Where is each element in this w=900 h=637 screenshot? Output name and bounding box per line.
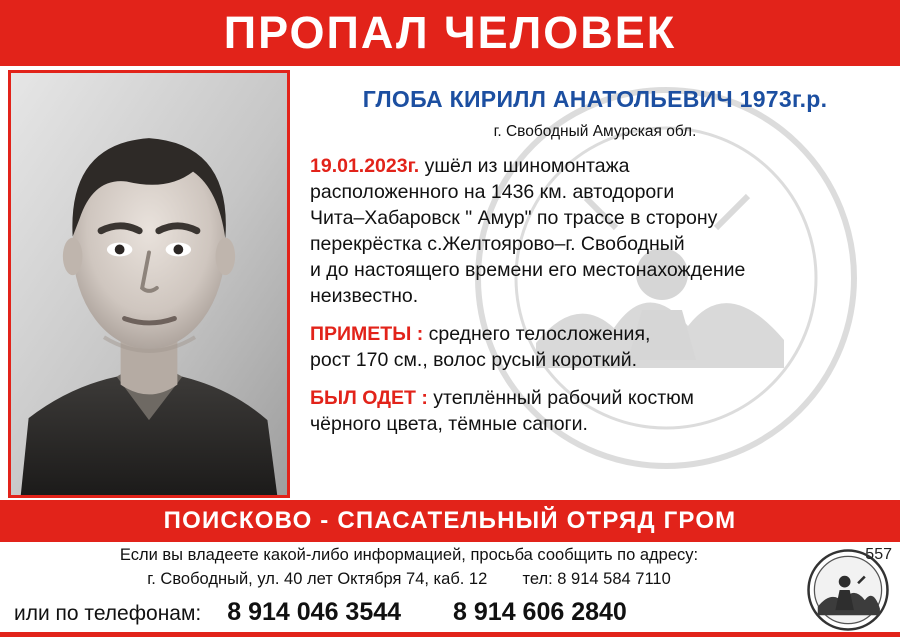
phones-label: или по телефонам:: [14, 602, 202, 625]
circumstances-line3: Чита–Хабаровск " Амур" по трассе в сторону: [310, 207, 718, 229]
circumstances-line2: расположенного на 1436 км. автодороги: [310, 181, 675, 203]
photo-frame: [8, 70, 290, 498]
clothing-line1: утеплённый рабочий костюм: [427, 387, 694, 409]
footer-phones-line: [0, 598, 800, 627]
clothing-line2: чёрного цвета, тёмные сапоги.: [310, 413, 588, 435]
features-label: ПРИМЕТЫ :: [310, 323, 424, 345]
missing-person-photo: [11, 73, 287, 495]
disappearance-date: 19.01.2023г.: [310, 155, 420, 177]
circumstances-paragraph: [310, 153, 888, 309]
phone-number-2[interactable]: 8 914 606 2840: [453, 598, 627, 626]
clothing-paragraph: [310, 385, 888, 437]
circumstances-line1: ушёл из шиномонтажа: [419, 155, 630, 177]
person-city: г. Свободный Амурская обл.: [493, 123, 697, 140]
poster-content: [296, 70, 894, 498]
circumstances-line4: перекрёстка с.Желтоярово–г. Свободный: [310, 233, 685, 255]
clothing-label: БЫЛ ОДЕТ :: [310, 387, 428, 409]
person-name: ГЛОБА КИРИЛЛ АНАТОЛЬЕВИЧ 1973г.р.: [362, 86, 828, 112]
features-line2: рост 170 см., волос русый короткий.: [310, 349, 638, 371]
page-title: ПРОПАЛ ЧЕЛОВЕК: [223, 7, 677, 58]
poster-number: 557: [865, 546, 892, 563]
circumstances-line5: и до настоящего времени его местонахождение: [310, 259, 746, 281]
bottom-accent-bar: [0, 632, 900, 637]
features-paragraph: [310, 321, 888, 373]
organization-band: [0, 500, 900, 542]
footer: [0, 542, 900, 637]
footer-office-phone: тел: 8 914 584 7110: [522, 570, 671, 588]
footer-info-line: Если вы владеете какой-либо информацией, просьба сообщить по адресу:: [119, 546, 699, 564]
footer-address-line: [14, 570, 804, 589]
circumstances-line6: неизвестно.: [310, 285, 419, 307]
phone-number-1[interactable]: 8 914 046 3544: [227, 598, 402, 626]
poster-body: [310, 153, 888, 437]
footer-address: г. Свободный, ул. 40 лет Октября 74, каб. 12: [147, 570, 488, 588]
organization-name: ПОИСКОВО - СПАСАТЕЛЬНЫЙ ОТРЯД ГРОМ: [163, 507, 737, 534]
features-line1: среднего телосложения,: [423, 323, 651, 345]
